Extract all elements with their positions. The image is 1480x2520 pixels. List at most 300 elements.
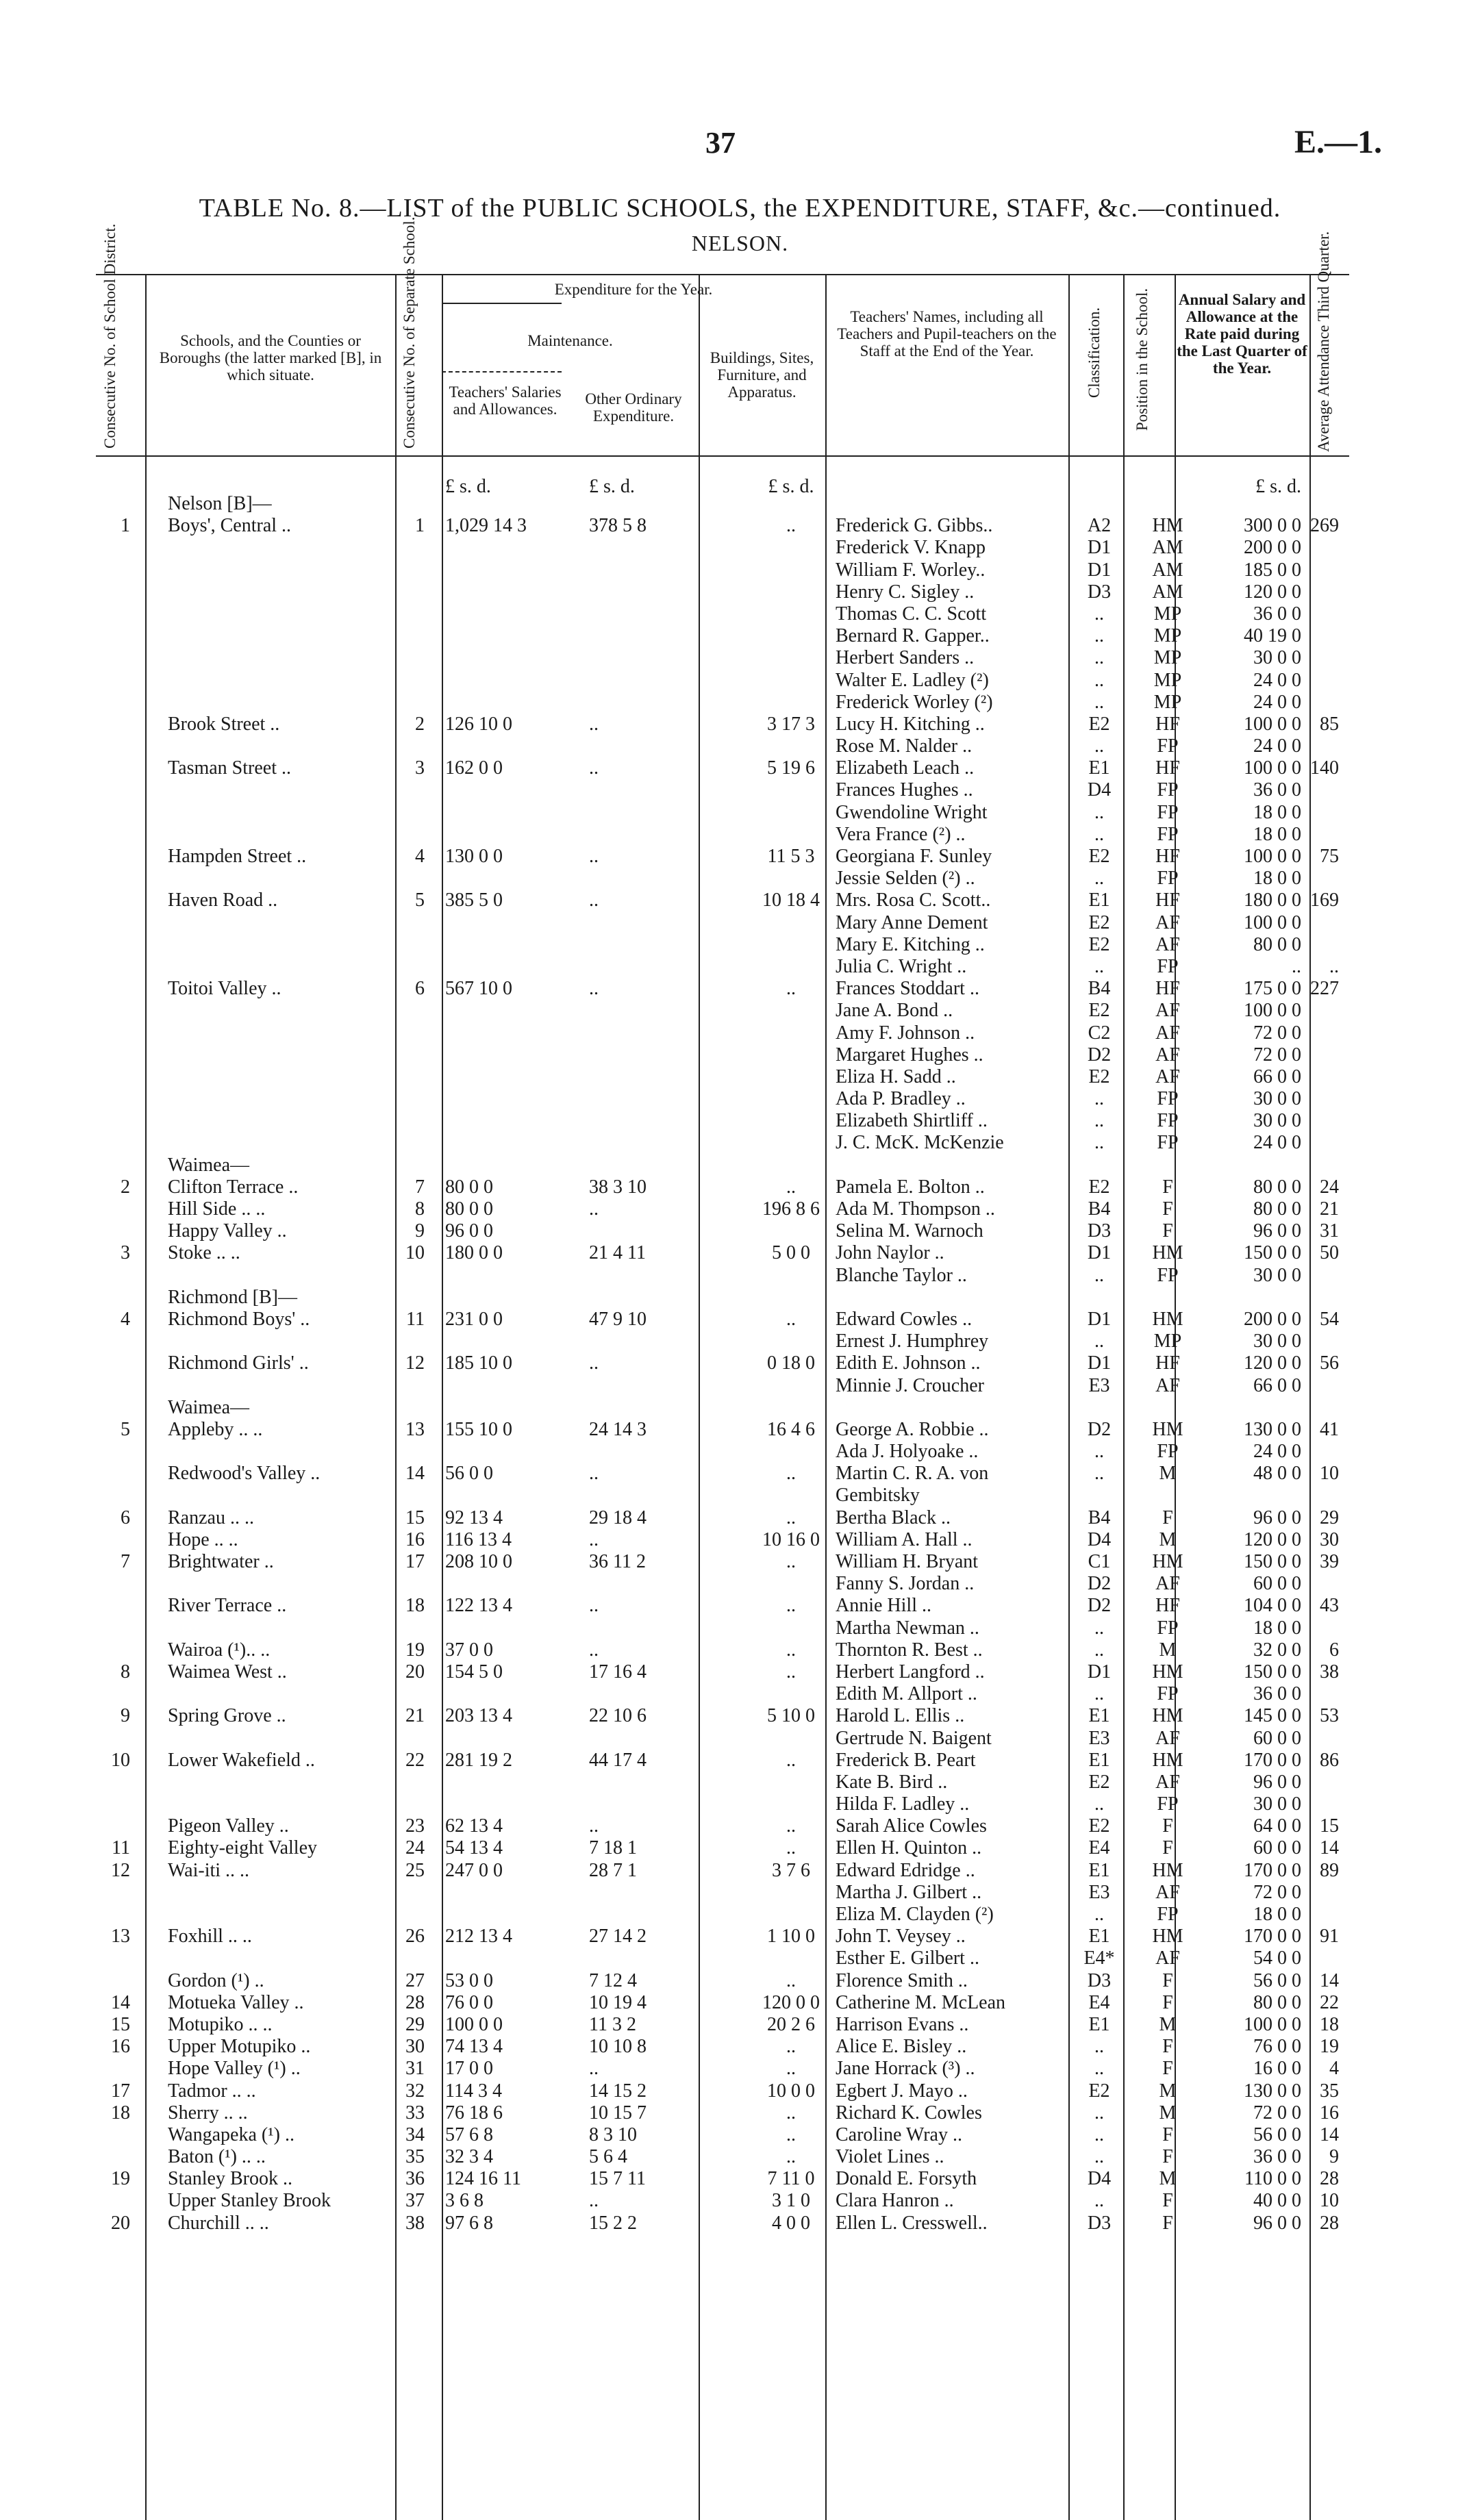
table-row [96, 1198, 1349, 1220]
teacher-name: Thornton R. Best .. [836, 1639, 983, 1661]
teacher-name: Edith M. Allport .. [836, 1683, 977, 1705]
table-frame [96, 216, 1349, 2520]
other-amount: 22 10 6 [589, 1705, 647, 1727]
district-number: 1 [121, 515, 130, 537]
school-name: Richmond Boys' .. [168, 1308, 310, 1330]
classification: E4 [1088, 1991, 1110, 2013]
separate-number: 28 [405, 1991, 425, 2013]
annual-salary: 72 0 0 [1253, 1044, 1301, 1066]
position: AM [1152, 581, 1183, 603]
annual-salary: 32 0 0 [1253, 1639, 1301, 1661]
school-name: Pigeon Valley .. [168, 1815, 289, 1837]
position: FP [1157, 1441, 1179, 1463]
classification: .. [1094, 1264, 1104, 1286]
school-name: River Terrace .. [168, 1595, 287, 1617]
school-name: Redwood's Valley .. [168, 1463, 321, 1485]
annual-salary: 100 0 0 [1244, 911, 1301, 933]
other-amount: .. [589, 1528, 599, 1550]
salaries-amount: 126 10 0 [445, 713, 512, 735]
classification: D2 [1087, 1418, 1112, 1440]
attendance: 75 [1320, 846, 1339, 867]
table-row [96, 1441, 1349, 1463]
buildings-amount: .. [786, 1308, 796, 1330]
header-separate: Consecutive No. of Separate School. [401, 216, 418, 449]
buildings-amount: 5 10 0 [767, 1705, 815, 1727]
separate-number: 34 [405, 2124, 425, 2145]
teacher-name: John Naylor .. [836, 1242, 944, 1264]
table-row [96, 1309, 1349, 1331]
salaries-amount: 116 13 4 [445, 1528, 512, 1550]
annual-salary: 66 0 0 [1253, 1066, 1301, 1087]
school-name: Ranzau .. .. [168, 1507, 254, 1528]
annual-salary: 76 0 0 [1253, 2036, 1301, 2058]
teacher-name: Rose M. Nalder .. [836, 735, 973, 757]
district-number: 19 [111, 2168, 130, 2190]
position: AF [1155, 1022, 1180, 1044]
units-salaries: £ s. d. [445, 476, 491, 497]
school-name: Richmond [B]— [168, 1286, 297, 1308]
salaries-amount: 212 13 4 [445, 1926, 512, 1948]
position: AF [1155, 911, 1180, 933]
separate-number: 1 [415, 515, 425, 537]
table-row [96, 1132, 1349, 1154]
table-row [96, 625, 1349, 647]
teacher-name: Alice E. Bisley .. [836, 2036, 967, 2058]
teacher-name: Frances Hughes .. [836, 779, 973, 801]
classification: D4 [1087, 1528, 1112, 1550]
classification: .. [1094, 1132, 1104, 1154]
position: F [1162, 1969, 1173, 1991]
school-name: Spring Grove .. [168, 1705, 286, 1727]
buildings-amount: 3 17 3 [767, 713, 815, 735]
annual-salary: 200 0 0 [1244, 1308, 1301, 1330]
salaries-amount: 231 0 0 [445, 1308, 503, 1330]
school-name: Happy Valley .. [168, 1220, 287, 1242]
classification: D4 [1087, 779, 1112, 801]
classification: .. [1094, 735, 1104, 757]
teacher-name: Vera France (²) .. [836, 823, 966, 845]
table-row [96, 1683, 1349, 1705]
other-amount: 8 3 10 [589, 2124, 637, 2145]
school-name: Wai-iti .. .. [168, 1859, 250, 1881]
table-row [96, 515, 1349, 537]
table-row [96, 1882, 1349, 1904]
classification: E2 [1088, 1176, 1110, 1198]
position: FP [1157, 868, 1179, 890]
school-name: Hope .. .. [168, 1528, 238, 1550]
teacher-name: Gembitsky [836, 1485, 920, 1507]
teacher-name: Martin C. R. A. von [836, 1463, 989, 1485]
header-district: Consecutive No. of School District. [101, 223, 118, 449]
annual-salary: 120 0 0 [1244, 1352, 1301, 1374]
separate-number: 27 [405, 1969, 425, 1991]
classification: E2 [1088, 1815, 1110, 1837]
attendance: .. [1329, 955, 1339, 977]
classification: E1 [1088, 1926, 1110, 1948]
classification: E2 [1088, 1771, 1110, 1793]
other-amount: .. [589, 1463, 599, 1485]
district-number: 14 [111, 1991, 130, 2013]
position: F [1162, 1837, 1173, 1859]
page-number: 37 [705, 126, 736, 160]
buildings-amount: .. [786, 1639, 796, 1661]
table-row [96, 824, 1349, 846]
classification: .. [1094, 647, 1104, 669]
classification: .. [1094, 868, 1104, 890]
school-name: Nelson [B]— [168, 493, 272, 514]
classification: E1 [1088, 1705, 1110, 1727]
teacher-name: Harold L. Ellis .. [836, 1705, 965, 1727]
attendance: 53 [1320, 1705, 1339, 1727]
table-row [96, 1110, 1349, 1132]
teacher-name: Ada P. Bradley .. [836, 1088, 966, 1110]
position: HM [1152, 1308, 1183, 1330]
classification: E4 [1088, 1837, 1110, 1859]
classification: .. [1094, 1904, 1104, 1925]
attendance: 169 [1310, 890, 1339, 911]
other-amount: 11 3 2 [589, 2013, 636, 2035]
teacher-name: Blanche Taylor .. [836, 1264, 967, 1286]
classification: .. [1094, 1088, 1104, 1110]
other-amount: .. [589, 890, 599, 911]
separate-number: 32 [405, 2080, 425, 2102]
attendance: 56 [1320, 1352, 1339, 1374]
position: HF [1155, 713, 1180, 735]
salaries-amount: 76 0 0 [445, 1991, 493, 2013]
separate-number: 29 [405, 2013, 425, 2035]
separate-number: 38 [405, 2212, 425, 2234]
other-amount: .. [589, 846, 599, 867]
table-row [96, 714, 1349, 735]
separate-number: 35 [405, 2146, 425, 2168]
table-row [96, 868, 1349, 890]
classification: .. [1094, 1441, 1104, 1463]
teacher-name: Julia C. Wright .. [836, 955, 967, 977]
annual-salary: 18 0 0 [1253, 1617, 1301, 1639]
table-row [96, 1573, 1349, 1595]
teacher-name: Florence Smith .. [836, 1969, 968, 1991]
classification: .. [1094, 1331, 1104, 1352]
annual-salary: 104 0 0 [1244, 1595, 1301, 1617]
annual-salary: 120 0 0 [1244, 1528, 1301, 1550]
teacher-name: Herbert Langford .. [836, 1661, 985, 1683]
separate-number: 4 [415, 846, 425, 867]
annual-salary: 18 0 0 [1253, 801, 1301, 823]
attendance: 15 [1320, 1815, 1339, 1837]
position: F [1162, 2190, 1173, 2212]
position: AF [1155, 1374, 1180, 1396]
other-amount: 378 5 8 [589, 515, 647, 537]
attendance: 85 [1320, 713, 1339, 735]
teacher-name: Caroline Wray .. [836, 2124, 962, 2145]
attendance: 14 [1320, 2124, 1339, 2145]
district-number: 13 [111, 1926, 130, 1948]
classification: E1 [1088, 890, 1110, 911]
teacher-name: Elizabeth Leach .. [836, 757, 975, 779]
teacher-name: Gwendoline Wright [836, 801, 988, 823]
school-name: Tadmor .. .. [168, 2080, 256, 2102]
school-name: Wairoa (¹).. .. [168, 1639, 271, 1661]
annual-salary: 56 0 0 [1253, 2124, 1301, 2145]
other-amount: .. [589, 757, 599, 779]
teacher-name: Edward Edridge .. [836, 1859, 975, 1881]
position: HM [1152, 1705, 1183, 1727]
separate-number: 11 [406, 1308, 425, 1330]
other-amount: .. [589, 1595, 599, 1617]
classification: .. [1094, 1793, 1104, 1815]
table-row [96, 1000, 1349, 1022]
attendance: 89 [1320, 1859, 1339, 1881]
classification: D1 [1087, 1242, 1112, 1264]
salaries-amount: 185 10 0 [445, 1352, 512, 1374]
table-row [96, 1617, 1349, 1639]
position: HF [1155, 978, 1180, 1000]
table-row [96, 1926, 1349, 1948]
annual-salary: 60 0 0 [1253, 1727, 1301, 1749]
annual-salary: 80 0 0 [1253, 1198, 1301, 1220]
table-row [96, 670, 1349, 692]
annual-salary: 40 0 0 [1253, 2190, 1301, 2212]
annual-salary: 72 0 0 [1253, 1022, 1301, 1044]
classification: .. [1094, 2190, 1104, 2212]
school-name: Motueka Valley .. [168, 1991, 304, 2013]
separate-number: 5 [415, 890, 425, 911]
position: F [1162, 1507, 1173, 1528]
teacher-name: Frederick Worley (²) [836, 691, 993, 713]
separate-number: 16 [405, 1528, 425, 1550]
annual-salary: 64 0 0 [1253, 1815, 1301, 1837]
annual-salary: 36 0 0 [1253, 2146, 1301, 2168]
school-name: Foxhill .. .. [168, 1926, 252, 1948]
table-row [96, 757, 1349, 779]
separate-number: 22 [405, 1749, 425, 1771]
position: F [1162, 1991, 1173, 2013]
table-row [96, 1375, 1349, 1397]
header-attendance: Average Attendance Third Quarter. [1315, 231, 1332, 452]
buildings-amount: 10 0 0 [767, 2080, 815, 2102]
table-row [96, 956, 1349, 978]
annual-salary: 150 0 0 [1244, 1551, 1301, 1572]
district-number: 11 [112, 1837, 130, 1859]
teacher-name: Eliza M. Clayden (²) [836, 1904, 994, 1925]
school-name: Brightwater .. [168, 1551, 274, 1572]
attendance: 9 [1329, 2146, 1339, 2168]
school-name: Haven Road .. [168, 890, 278, 911]
other-amount: 24 14 3 [589, 1418, 647, 1440]
salaries-amount: 53 0 0 [445, 1969, 493, 1991]
classification: E3 [1088, 1881, 1110, 1903]
annual-salary: 96 0 0 [1253, 1220, 1301, 1242]
position: M [1159, 2102, 1177, 2124]
annual-salary: 180 0 0 [1244, 890, 1301, 911]
other-amount: .. [589, 1815, 599, 1837]
separate-number: 14 [405, 1463, 425, 1485]
classification: E1 [1088, 1749, 1110, 1771]
classification: .. [1094, 2036, 1104, 2058]
classification: .. [1094, 2058, 1104, 2080]
separate-number: 15 [405, 1507, 425, 1528]
teacher-name: Pamela E. Bolton .. [836, 1176, 985, 1198]
position: FP [1157, 1132, 1179, 1154]
salaries-amount: 281 19 2 [445, 1749, 512, 1771]
teacher-name: Eliza H. Sadd .. [836, 1066, 956, 1087]
teacher-name: Hilda F. Ladley .. [836, 1793, 970, 1815]
district-number: 7 [121, 1551, 130, 1572]
table-row [96, 2036, 1349, 2058]
salaries-amount: 162 0 0 [445, 757, 503, 779]
teacher-name: Frances Stoddart .. [836, 978, 979, 1000]
annual-salary: 30 0 0 [1253, 1264, 1301, 1286]
classification: E2 [1088, 713, 1110, 735]
header-other: Other Ordinary Expenditure. [585, 390, 682, 425]
school-name: Boys', Central .. [168, 515, 292, 537]
district-number: 2 [121, 1176, 130, 1198]
classification: C2 [1088, 1022, 1111, 1044]
position: HF [1155, 846, 1180, 867]
annual-salary: 170 0 0 [1244, 1859, 1301, 1881]
annual-salary: 130 0 0 [1244, 1418, 1301, 1440]
separate-number: 21 [405, 1705, 425, 1727]
table-body [96, 479, 1349, 2234]
district-number: 3 [121, 1242, 130, 1264]
annual-salary: 100 0 0 [1244, 713, 1301, 735]
classification: .. [1094, 2146, 1104, 2168]
attendance: 86 [1320, 1749, 1339, 1771]
position: HM [1152, 515, 1183, 537]
salaries-amount: 124 16 11 [445, 2168, 521, 2190]
table-title: TABLE No. 8.—LIST of the PUBLIC SCHOOLS, the EXPENDITURE, STAFF, &c.—continued. [199, 194, 1281, 223]
teacher-name: Catherine M. McLean [836, 1991, 1006, 2013]
teacher-name: Sarah Alice Cowles [836, 1815, 987, 1837]
position: MP [1153, 691, 1182, 713]
position: MP [1153, 1331, 1182, 1352]
district-number: 10 [111, 1749, 130, 1771]
table-row [96, 1419, 1349, 1441]
table-row [96, 1728, 1349, 1750]
district-number: 9 [121, 1705, 130, 1727]
position: M [1159, 1639, 1177, 1661]
attendance: 14 [1320, 1969, 1339, 1991]
attendance: 16 [1320, 2102, 1339, 2124]
position: F [1162, 1176, 1173, 1198]
teacher-name: Henry C. Sigley .. [836, 581, 975, 603]
position: AF [1155, 1948, 1180, 1969]
table-row [96, 2014, 1349, 2036]
annual-salary: 18 0 0 [1253, 1904, 1301, 1925]
classification: .. [1094, 955, 1104, 977]
table-row [96, 1022, 1349, 1044]
table-row [96, 890, 1349, 911]
buildings-amount: .. [786, 1969, 796, 1991]
other-amount: 44 17 4 [589, 1749, 647, 1771]
teacher-name: Violet Lines .. [836, 2146, 944, 2168]
attendance: 10 [1320, 2190, 1339, 2212]
buildings-amount: .. [786, 1507, 796, 1528]
buildings-amount: .. [786, 2102, 796, 2124]
salaries-amount: 567 10 0 [445, 978, 512, 1000]
annual-salary: 80 0 0 [1253, 1176, 1301, 1198]
school-name: Stanley Brook .. [168, 2168, 292, 2190]
position: F [1162, 1815, 1173, 1837]
annual-salary: 24 0 0 [1253, 691, 1301, 713]
buildings-amount: 11 5 3 [767, 846, 815, 867]
position: FP [1157, 1793, 1179, 1815]
teacher-name: Esther E. Gilbert .. [836, 1948, 979, 1969]
buildings-amount: .. [786, 1749, 796, 1771]
annual-salary: 24 0 0 [1253, 735, 1301, 757]
school-name: Tasman Street .. [168, 757, 291, 779]
table-row [96, 1837, 1349, 1859]
position: AF [1155, 1000, 1180, 1022]
table-row [96, 2058, 1349, 2080]
attendance: 269 [1310, 515, 1339, 537]
separate-number: 36 [405, 2168, 425, 2190]
classification: E2 [1088, 933, 1110, 955]
annual-salary: 80 0 0 [1253, 933, 1301, 955]
table-row [96, 1485, 1349, 1507]
teacher-name: Edith E. Johnson .. [836, 1352, 981, 1374]
separate-number: 19 [405, 1639, 425, 1661]
table-row [96, 2190, 1349, 2212]
other-amount: 17 16 4 [589, 1661, 647, 1683]
position: HM [1152, 1926, 1183, 1948]
position: HM [1152, 1242, 1183, 1264]
other-amount: 38 3 10 [589, 1176, 647, 1198]
school-name: Hampden Street .. [168, 846, 307, 867]
district-number: 6 [121, 1507, 130, 1528]
position: FP [1157, 1617, 1179, 1639]
header-teachers: Teachers' Names, including all Teachers and Pupil-teachers on the Staff at the End of the Year. [837, 308, 1057, 360]
header-classification: Classification. [1086, 307, 1103, 399]
attendance: 28 [1320, 2168, 1339, 2190]
attendance: 91 [1320, 1926, 1339, 1948]
school-name: Baton (¹) .. .. [168, 2146, 266, 2168]
school-name: Toitoi Valley .. [168, 978, 281, 1000]
district-number: 18 [111, 2102, 130, 2124]
salaries-amount: 122 13 4 [445, 1595, 512, 1617]
teacher-name: Richard K. Cowles [836, 2102, 982, 2124]
classification: B4 [1088, 1198, 1111, 1220]
salaries-amount: 247 0 0 [445, 1859, 503, 1881]
teacher-name: William A. Hall .. [836, 1528, 973, 1550]
teacher-name: Bertha Black .. [836, 1507, 951, 1528]
separate-number: 30 [405, 2036, 425, 2058]
school-name: Stoke .. .. [168, 1242, 240, 1264]
teacher-name: Frederick G. Gibbs.. [836, 515, 993, 537]
position: AF [1155, 1066, 1180, 1087]
school-name: Churchill .. .. [168, 2212, 269, 2234]
attendance: 30 [1320, 1528, 1339, 1550]
buildings-amount: 10 18 4 [762, 890, 820, 911]
position: HM [1152, 1661, 1183, 1683]
separate-number: 7 [415, 1176, 425, 1198]
school-name: Eighty-eight Valley [168, 1837, 317, 1859]
annual-salary: 96 0 0 [1253, 1507, 1301, 1528]
annual-salary: 30 0 0 [1253, 1088, 1301, 1110]
teacher-name: Bernard R. Gapper.. [836, 625, 990, 647]
salaries-amount: 385 5 0 [445, 890, 503, 911]
buildings-amount: .. [786, 1463, 796, 1485]
table-row [96, 1750, 1349, 1772]
table-row [96, 1088, 1349, 1110]
classification: .. [1094, 625, 1104, 647]
school-name: Waimea— [168, 1154, 250, 1176]
district-number: 20 [111, 2212, 130, 2234]
annual-salary: 36 0 0 [1253, 779, 1301, 801]
teacher-name: Clara Hanron .. [836, 2190, 954, 2212]
separate-number: 18 [405, 1595, 425, 1617]
other-amount: 21 4 11 [589, 1242, 646, 1264]
